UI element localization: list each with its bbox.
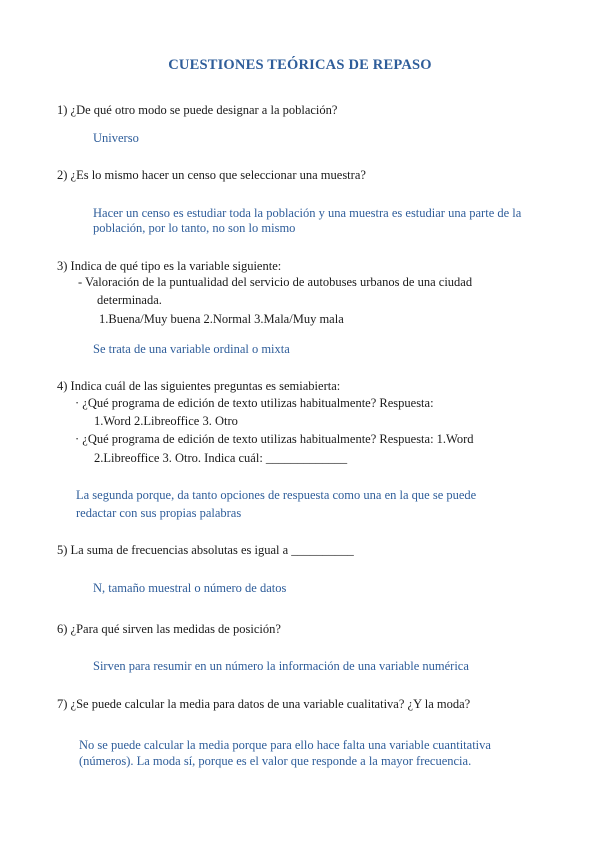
answer-4-line-2: redactar con sus propias palabras xyxy=(76,506,242,520)
question-4-option-2-line-1: · ¿Qué programa de edición de texto utilizas habitualmente? Respuesta: 1.Word xyxy=(75,432,474,446)
answer-1: Universo xyxy=(93,131,139,145)
answer-5: N, tamaño muestral o número de datos xyxy=(93,581,287,595)
question-4: 4) Indica cuál de las siguientes preguntas es semiabierta: xyxy=(57,379,341,393)
question-5: 5) La suma de frecuencias absolutas es igual a __________ xyxy=(57,543,354,557)
question-3: 3) Indica de qué tipo es la variable siguiente: xyxy=(57,259,282,273)
answer-6: Sirven para resumir en un número la información de una variable numérica xyxy=(93,659,469,673)
answer-4-line-1: La segunda porque, da tanto opciones de respuesta como una en la que se puede xyxy=(76,488,477,502)
answer-3: Se trata de una variable ordinal o mixta xyxy=(93,342,290,356)
question-2: 2) ¿Es lo mismo hacer un censo que seleccionar una muestra? xyxy=(57,168,366,182)
question-3-item-line-2: determinada. xyxy=(97,293,162,307)
answer-7-line-2: (números). La moda sí, porque es el valor que responde a la mayor frecuencia. xyxy=(79,754,472,768)
answer-7-line-1: No se puede calcular la media porque para ello hace falta una variable cuantitativa xyxy=(79,738,491,752)
question-4-option-1-line-2: 1.Word 2.Libreoffice 3. Otro xyxy=(94,414,238,428)
answer-2-line-2: población, por lo tanto, no son lo mismo xyxy=(93,221,296,235)
question-4-option-1-line-1: · ¿Qué programa de edición de texto utilizas habitualmente? Respuesta: xyxy=(75,396,434,410)
answer-2-line-1: Hacer un censo es estudiar toda la población y una muestra es estudiar una parte de la xyxy=(93,206,522,220)
question-4-option-2-line-2: 2.Libreoffice 3. Otro. Indica cuál: _____________ xyxy=(94,451,348,465)
question-6: 6) ¿Para qué sirven las medidas de posición? xyxy=(57,622,281,636)
question-3-item-line-1: - Valoración de la puntualidad del servicio de autobuses urbanos de una ciudad xyxy=(78,275,473,289)
question-3-item-line-3: 1.Buena/Muy buena 2.Normal 3.Mala/Muy mala xyxy=(99,312,344,326)
question-7: 7) ¿Se puede calcular la media para datos de una variable cualitativa? ¿Y la moda? xyxy=(57,697,471,711)
question-1: 1) ¿De qué otro modo se puede designar a la población? xyxy=(57,103,338,117)
page-title: CUESTIONES TEÓRICAS DE REPASO xyxy=(168,57,432,73)
